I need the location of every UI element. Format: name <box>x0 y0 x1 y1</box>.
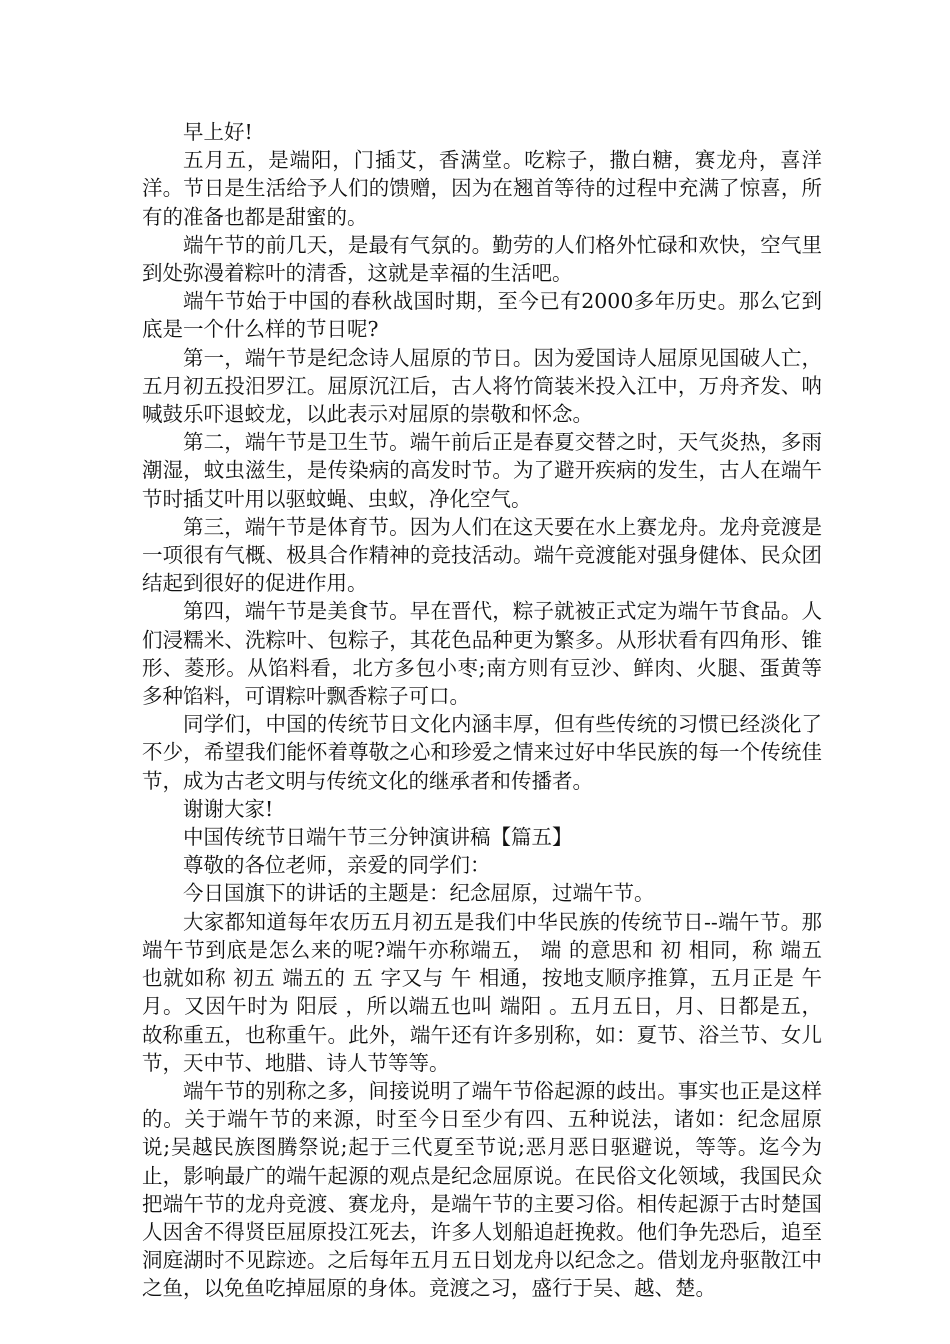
atmosphere-paragraph: 端午节的前几天，是最有气氛的。勤劳的人们格外忙碌和欢快，空气里到处弥漫着粽叶的清香，这就是幸福的生活吧。 <box>142 232 822 286</box>
first-point-paragraph: 第一，端午节是纪念诗人屈原的节日。因为爱国诗人屈原见国破人亡，五月初五投汨罗江。屈原沉江后，古人将竹筒装米投入江中，万舟齐发、呐喊鼓乐吓退蛟龙，以此表示对屈原的崇敬和怀念。 <box>142 345 822 427</box>
document-body <box>142 118 822 1303</box>
history-paragraph: 端午节始于中国的春秋战国时期，至今已有2000多年历史。那么它到底是一个什么样的节日呢? <box>142 289 822 342</box>
intro-paragraph: 五月五，是端阳，门插艾，香满堂。吃粽子，撒白糖，赛龙舟，喜洋洋。节日是生活给予人们的馈赠，因为在翘首等待的过程中充满了惊喜，所有的准备也都是甜蜜的。 <box>142 148 822 229</box>
section-heading: 中国传统节日端午节三分钟演讲稿【篇五】 <box>183 825 573 850</box>
third-point-paragraph: 第三，端午节是体育节。因为人们在这天要在水上赛龙舟。龙舟竞渡是一项很有气概、极具合作精神的竞技活动。端午竞渡能对强身健体、民众团结起到很好的促进作用。 <box>142 514 822 596</box>
conclusion-paragraph: 同学们，中国的传统节日文化内涵丰厚，但有些传统的习惯已经淡化了不少，希望我们能怀着尊敬之心和珍爱之情来过好中华民族的每一个传统佳节，成为古老文明与传统文化的继承者和传播者。 <box>142 712 822 793</box>
thanks-paragraph: 谢谢大家! <box>183 796 274 821</box>
greeting-paragraph: 早上好! <box>183 120 253 144</box>
origin-names-paragraph: 大家都知道每年农历五月初五是我们中华民族的传统节日--端午节。那端午节到底是怎么来的呢?端午亦称端五， 端 的意思和 初 相同，称 端五 也就如称 初五 端五的 五 字又与 午 相通，按地支顺序推算，五月正是 午 月。又因午时为 阳辰 ，所以端五也叫 端阳 。五月五日，月、日都是五，故称重五，也称重午。此外，端午还有许多别称，如：夏节、浴兰节、女儿节，天中节、地腊、诗人节等等。 <box>142 909 822 1075</box>
topic-paragraph: 今日国旗下的讲话的主题是：纪念屈原，过端午节。 <box>183 881 655 906</box>
second-point-paragraph: 第二，端午节是卫生节。端午前后正是春夏交替之时，天气炎热，多雨潮湿，蚊虫滋生，是传染病的高发时节。为了避开疾病的发生，古人在端午节时插艾叶用以驱蚊蝇、虫蚁，净化空气。 <box>142 430 822 511</box>
salutation-paragraph: 尊敬的各位老师，亲爱的同学们： <box>183 853 491 878</box>
fourth-point-paragraph: 第四，端午节是美食节。早在晋代，粽子就被正式定为端午节食品。人们浸糯米、洗粽叶、包粽子，其花色品种更为繁多。从形状看有四角形、锥形、菱形。从馅料看，北方多包小枣;南方则有豆沙、鲜肉、火腿、蛋黄等多种馅料，可谓粽叶飘香粽子可口。 <box>142 599 822 709</box>
origin-theories-paragraph: 端午节的别称之多，间接说明了端午节俗起源的歧出。事实也正是这样的。关于端午节的来源，时至今日至少有四、五种说法，诸如：纪念屈原说;吴越民族图腾祭说;起于三代夏至节说;恶月恶日驱避说，等等。迄今为止，影响最广的端午起源的观点是纪念屈原说。在民俗文化领域，我国民众把端午节的龙舟竞渡、赛龙舟，是端午节的主要习俗。相传起源于古时楚国人因舍不得贤臣屈原投江死去，许多人划船追赶挽救。他们争先恐后，追至洞庭湖时不见踪迹。之后每年五月五日划龙舟以纪念之。借划龙舟驱散江中之鱼，以免鱼吃掉屈原的身体。竞渡之习，盛行于吴、越、楚。 <box>142 1078 822 1301</box>
